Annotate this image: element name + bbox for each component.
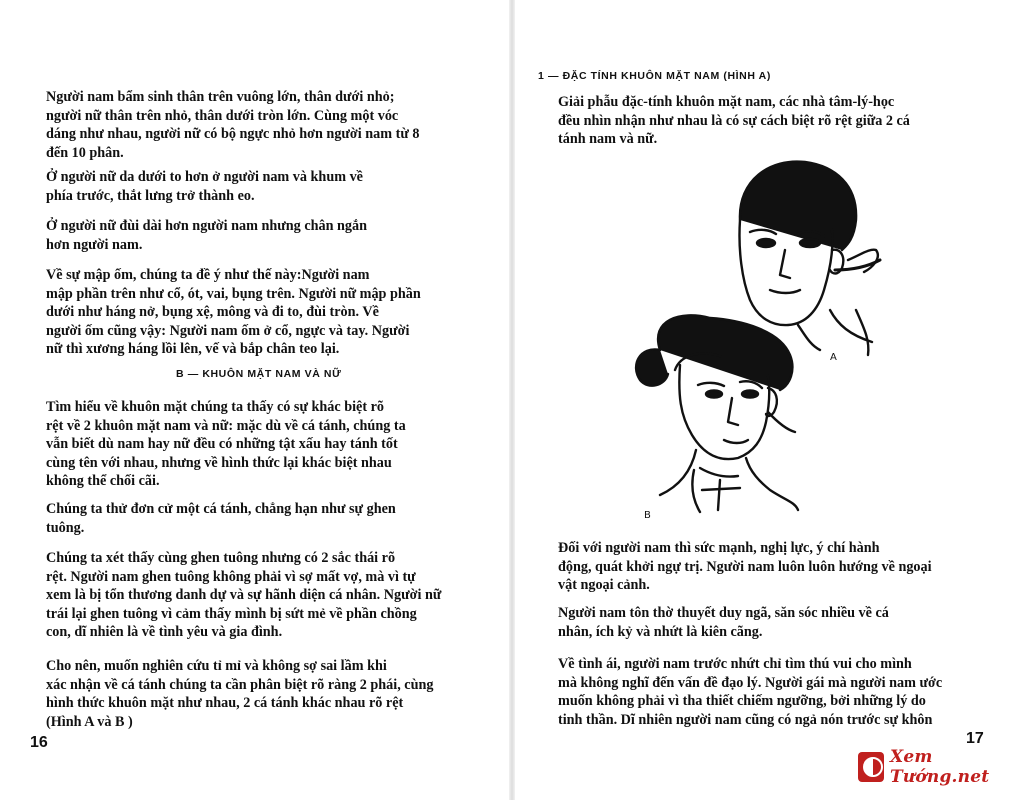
text-line: xác nhận về cá tánh chúng ta cần phân biệt rõ ràng 2 phái, cùng bbox=[46, 676, 434, 693]
paragraph-3 bbox=[46, 217, 486, 254]
text-line: rệt. Người nam ghen tuông không phải vì sợ mất vợ, mà vì tự bbox=[46, 568, 416, 585]
text-line: người nữ thân trên nhỏ, thân dưới tròn lớn. Cùng một vóc bbox=[46, 107, 399, 124]
right-paragraph-1 bbox=[558, 93, 998, 149]
text-line: tinh thần. Dĩ nhiên người nam cũng có ngả nón trước sự khôn bbox=[558, 711, 933, 728]
text-line: Cho nên, muốn nghiên cứu tỉ mỉ và không sợ sai lầm khi bbox=[46, 658, 387, 674]
paragraph-5 bbox=[46, 398, 486, 491]
text-line: cùng tên với nhau, nhưng về hình thức lại khác biệt nhau bbox=[46, 454, 392, 471]
paragraph-7 bbox=[46, 549, 486, 642]
text-line: con, dĩ nhiên là về tình yêu và gia đình. bbox=[46, 624, 283, 641]
text-line: Giải phẫu đặc-tính khuôn mặt nam, các nhà tâm-lý-học bbox=[558, 94, 895, 110]
text-line: nữ thì xương háng lồi lên, vế và bắp chân teo lại. bbox=[46, 341, 340, 358]
page-number-left: 16 bbox=[30, 734, 48, 751]
text-line: (Hình A và B ) bbox=[46, 713, 133, 730]
text-line: nhân, ích kỷ và nhứt là kiên cãng. bbox=[558, 623, 763, 640]
text-line: hình thức khuôn mặt như nhau, 2 cá tánh khác nhau rõ rệt bbox=[46, 695, 404, 712]
text-line: Chúng ta xét thấy cùng ghen tuông nhưng có 2 sắc thái rõ bbox=[46, 550, 396, 566]
right-paragraph-2 bbox=[558, 539, 998, 595]
text-line: trái lại ghen tuông vì cảm thấy mình bị sứt mẻ về phần chồng bbox=[46, 605, 417, 622]
text-line: tuông. bbox=[46, 519, 85, 536]
text-line: vẫn biết dù nam hay nữ đều có những tật xấu hay tánh tốt bbox=[46, 436, 398, 453]
text-line: đều nhìn nhận như nhau là có sự cách biệt rõ rệt giữa 2 cá bbox=[558, 112, 910, 129]
text-line: mà không nghĩ đến vấn đề đạo lý. Người gái mà người nam ước bbox=[558, 674, 943, 691]
text-line: đến 10 phân. bbox=[46, 144, 124, 161]
site-watermark bbox=[858, 747, 1018, 787]
right-paragraph-4 bbox=[558, 655, 998, 729]
text-line: rệt về 2 khuôn mặt nam và nữ: mặc dù về cá tánh, chúng ta bbox=[46, 417, 406, 434]
text-line: muốn không phải vì tha thiết chiếm ngưỡng, bởi những lý do bbox=[558, 693, 926, 710]
text-line: tánh nam và nữ. bbox=[558, 131, 658, 148]
paragraph-4 bbox=[46, 266, 486, 359]
watermark-text: Xem Tướng.net bbox=[889, 747, 990, 787]
man-face-drawing bbox=[739, 162, 880, 355]
right-paragraph-3 bbox=[558, 604, 998, 641]
text-line: Đối với người nam thì sức mạnh, nghị lực, ý chí hành bbox=[558, 540, 880, 556]
paragraph-8 bbox=[46, 657, 486, 731]
page-number-right: 17 bbox=[966, 730, 984, 747]
text-line: động, quát khởi ngự trị. Người nam luôn luôn hướng về ngoại bbox=[558, 558, 932, 575]
woman-face-drawing bbox=[636, 315, 798, 512]
text-line: người ốm cũng vậy: Người nam ốm ở cổ, ngực và tay. Người bbox=[46, 322, 410, 339]
yin-yang-icon bbox=[858, 752, 884, 782]
section-heading-1: 1 — ĐẶC TÍNH KHUÔN MẶT NAM (HÌNH A) bbox=[538, 70, 771, 82]
figure-label-a: A bbox=[830, 352, 837, 363]
text-line: Chúng ta thử đơn cử một cá tánh, chẳng hạn như sự ghen bbox=[46, 501, 396, 517]
text-line: dáng như nhau, người nữ có bộ ngực nhỏ hơn người nam từ 8 bbox=[46, 126, 420, 143]
text-line: mập phần trên như cổ, ót, vai, bụng trên. Người nữ mập phần bbox=[46, 285, 421, 302]
text-line: Về sự mập ốm, chúng ta đề ý như thế này:Người nam bbox=[46, 267, 370, 283]
text-line: Ở người nữ đùi dài hơn người nam nhưng chân ngắn bbox=[46, 218, 368, 234]
paragraph-2 bbox=[46, 168, 486, 205]
text-line: Ở người nữ da dưới to hơn ở người nam và khum về bbox=[46, 169, 363, 185]
paragraph-1 bbox=[46, 88, 486, 162]
text-line: phía trước, thắt lưng trở thành eo. bbox=[46, 187, 255, 204]
text-line: Tìm hiểu về khuôn mặt chúng ta thấy có sự khác biệt rõ bbox=[46, 399, 385, 415]
paragraph-6 bbox=[46, 500, 486, 537]
text-line: Về tình ái, người nam trước nhứt chỉ tìm thú vui cho mình bbox=[558, 656, 912, 672]
faces-illustration bbox=[620, 150, 900, 530]
figure-label-b: B bbox=[644, 510, 651, 521]
text-line: xem là bị tổn thương danh dự và sự hãnh diện cá nhân. Người nữ bbox=[46, 587, 442, 604]
text-line: Người nam bẩm sinh thân trên vuông lớn, thân dưới nhỏ; bbox=[46, 89, 395, 105]
text-line: không thể chối cãi. bbox=[46, 473, 160, 490]
text-line: Người nam tôn thờ thuyết duy ngã, săn sóc nhiều về cá bbox=[558, 605, 889, 621]
text-line: dưới như háng nở, bụng xệ, mông và đi to, đùi tròn. Về bbox=[46, 304, 379, 321]
text-line: hơn người nam. bbox=[46, 236, 143, 253]
section-heading-b: B — KHUÔN MẶT NAM VÀ NỮ bbox=[176, 368, 342, 380]
text-line: vật ngoại cảnh. bbox=[558, 577, 650, 594]
